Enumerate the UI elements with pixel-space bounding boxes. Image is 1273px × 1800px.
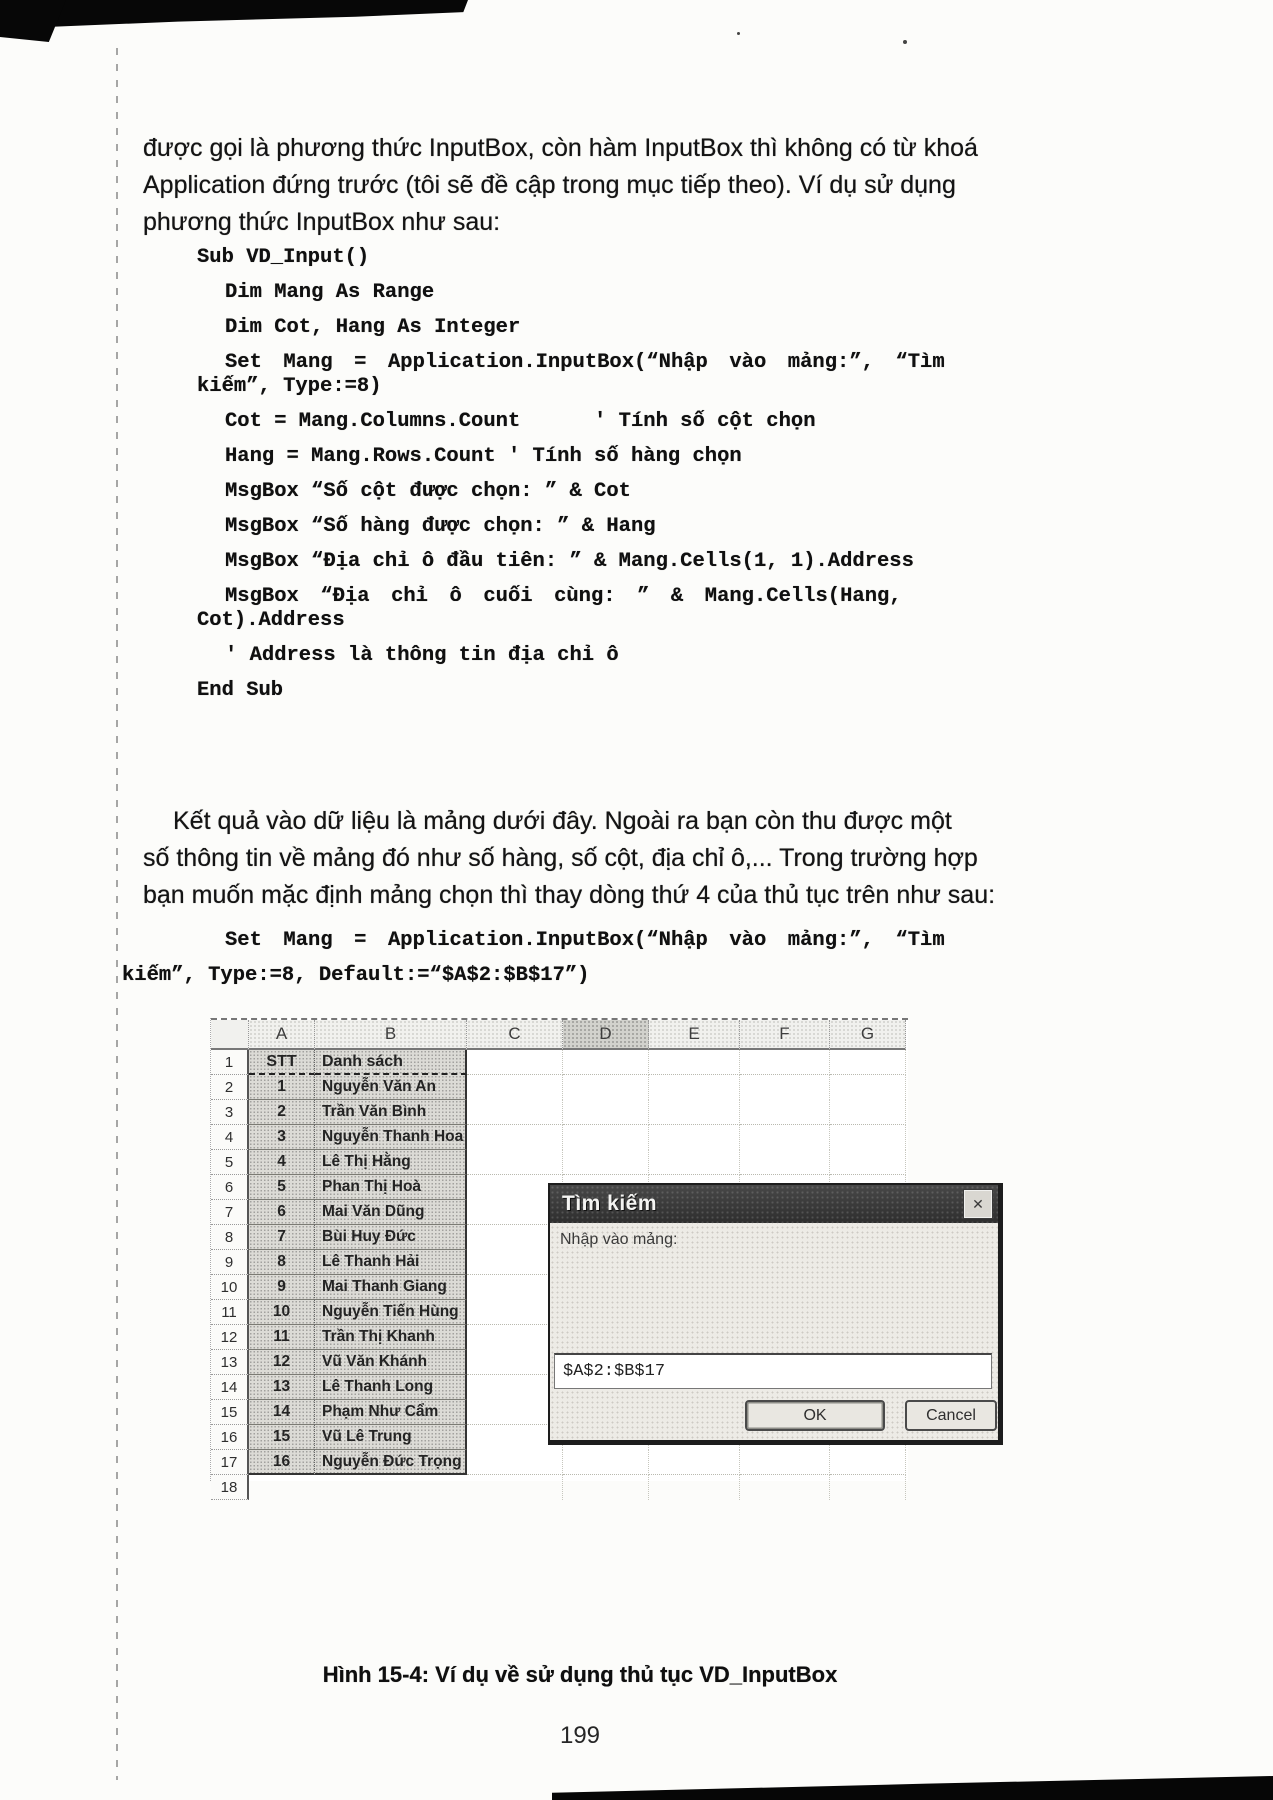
cell-name: Lê Thanh Long — [315, 1375, 467, 1400]
sheet-row — [211, 1050, 908, 1075]
range-input: $A$2:$B$17 — [554, 1353, 992, 1389]
row-header: 17 — [211, 1450, 249, 1475]
cell-name: Nguyễn Thanh Hoa — [315, 1125, 467, 1150]
empty-cell — [249, 1475, 315, 1500]
cell-stt: 12 — [249, 1350, 315, 1375]
empty-cell — [563, 1050, 649, 1075]
column-header-f: F — [740, 1020, 830, 1050]
empty-cell — [563, 1125, 649, 1150]
empty-cell — [740, 1450, 830, 1475]
code-block-default — [122, 928, 1027, 998]
empty-cell — [649, 1100, 740, 1125]
cell-name: Trần Văn Bình — [315, 1100, 467, 1125]
cell-stt: 11 — [249, 1325, 315, 1350]
empty-cell — [563, 1150, 649, 1175]
paragraph-line: Kết quả vào dữ liệu là mảng dưới đây. Ngoài ra bạn còn thu được một — [173, 807, 952, 835]
empty-cell — [315, 1475, 467, 1500]
code-line: Cot = Mang.Columns.Count ' Tính số cột chọn — [225, 410, 816, 433]
empty-cell — [467, 1100, 563, 1125]
empty-cell — [649, 1075, 740, 1100]
column-header-g: G — [830, 1020, 906, 1050]
empty-cell — [830, 1075, 906, 1100]
scan-artifact-top — [0, 0, 468, 27]
cell-stt: 13 — [249, 1375, 315, 1400]
cell-name: Vũ Văn Khánh — [315, 1350, 467, 1375]
empty-cell — [740, 1150, 830, 1175]
cell-stt: 6 — [249, 1200, 315, 1225]
code-line: MsgBox “Số cột được chọn: ” & Cot — [225, 480, 631, 503]
cancel-button: Cancel — [905, 1400, 997, 1431]
empty-cell — [740, 1475, 830, 1500]
cell-name: Nguyễn Văn An — [315, 1075, 467, 1100]
row-header: 7 — [211, 1200, 249, 1225]
sheet-row — [211, 1125, 908, 1150]
row-header: 1 — [211, 1050, 249, 1075]
scan-artifact-bottom — [552, 1776, 1273, 1800]
cell-stt: 5 — [249, 1175, 315, 1200]
inputbox-dialog — [548, 1183, 1003, 1445]
cell-name: Nguyễn Tiến Hùng — [315, 1300, 467, 1325]
scan-artifact-top-corner — [0, 0, 66, 42]
empty-cell — [467, 1150, 563, 1175]
page-number: 199 — [559, 1722, 601, 1749]
ok-button: OK — [745, 1400, 885, 1431]
column-header-c: C — [467, 1020, 563, 1050]
empty-cell — [740, 1075, 830, 1100]
cell-stt: 3 — [249, 1125, 315, 1150]
dialog-title: Tìm kiếm — [562, 1192, 658, 1215]
scan-speck — [737, 32, 740, 35]
row-header: 11 — [211, 1300, 249, 1325]
cell-stt: 7 — [249, 1225, 315, 1250]
empty-cell — [830, 1050, 906, 1075]
cell-name: Phạm Như Cẩm — [315, 1400, 467, 1425]
code-line: ' Address là thông tin địa chỉ ô — [225, 644, 619, 667]
empty-cell — [649, 1475, 740, 1500]
paragraph-line: được gọi là phương thức InputBox, còn hàm InputBox thì không có từ khoá — [143, 134, 978, 162]
dialog-titlebar — [550, 1185, 998, 1223]
scan-speck — [903, 40, 907, 44]
column-header-row — [211, 1018, 908, 1050]
empty-cell — [830, 1150, 906, 1175]
cell-name: Phan Thị Hoà — [315, 1175, 467, 1200]
cell-name: Lê Thị Hằng — [315, 1150, 467, 1175]
cell-stt: 15 — [249, 1425, 315, 1450]
cell-stt: STT — [249, 1050, 315, 1075]
empty-cell — [649, 1125, 740, 1150]
cell-name: Lê Thanh Hải — [315, 1250, 467, 1275]
row-header: 15 — [211, 1400, 249, 1425]
column-header-e: E — [649, 1020, 740, 1050]
empty-cell — [467, 1125, 563, 1150]
code-block-vd-input — [143, 245, 1048, 713]
paragraph-result — [143, 803, 1017, 914]
row-header: 3 — [211, 1100, 249, 1125]
empty-cell — [830, 1475, 906, 1500]
empty-cell — [563, 1100, 649, 1125]
row-header: 8 — [211, 1225, 249, 1250]
scan-margin-line — [116, 48, 118, 1780]
sheet-row — [211, 1150, 908, 1175]
code-line: Set Mang = Application.InputBox(“Nhập vào mảng:”, “Tìm — [225, 929, 945, 952]
row-header: 13 — [211, 1350, 249, 1375]
code-line: Set Mang = Application.InputBox(“Nhập vào mảng:”, “Tìm — [225, 351, 945, 374]
cell-name: Mai Văn Dũng — [315, 1200, 467, 1225]
column-header-a: A — [249, 1020, 315, 1050]
code-line: Dim Mang As Range — [225, 281, 435, 304]
row-header: 10 — [211, 1275, 249, 1300]
code-line: MsgBox “Số hàng được chọn: ” & Hang — [225, 515, 656, 538]
row-header: 16 — [211, 1425, 249, 1450]
empty-cell — [563, 1475, 649, 1500]
cell-stt: 1 — [249, 1075, 315, 1100]
empty-cell — [740, 1050, 830, 1075]
paragraph-intro — [143, 130, 1017, 241]
empty-cell — [830, 1100, 906, 1125]
cell-stt: 9 — [249, 1275, 315, 1300]
cell-name: Nguyễn Đức Trọng — [315, 1450, 467, 1475]
row-header: 6 — [211, 1175, 249, 1200]
empty-cell — [467, 1050, 563, 1075]
prompt-label: Nhập vào mảng: — [560, 1231, 678, 1248]
code-line: Hang = Mang.Rows.Count ' Tính số hàng chọn — [225, 445, 742, 468]
sheet-row — [211, 1075, 908, 1100]
sheet-row — [211, 1100, 908, 1125]
row-header: 9 — [211, 1250, 249, 1275]
select-all-corner — [211, 1020, 249, 1050]
empty-cell — [467, 1475, 563, 1500]
code-line: kiếm”, Type:=8) — [197, 375, 382, 398]
dialog-body — [550, 1223, 998, 1445]
paragraph-line: bạn muốn mặc định mảng chọn thì thay dòng thứ 4 của thủ tục trên như sau: — [143, 881, 996, 909]
empty-cell — [649, 1150, 740, 1175]
code-line: Dim Cot, Hang As Integer — [225, 316, 521, 339]
row-header: 4 — [211, 1125, 249, 1150]
empty-cell — [649, 1450, 740, 1475]
cell-stt: 16 — [249, 1450, 315, 1475]
paragraph-line: Application đứng trước (tôi sẽ đề cập trong mục tiếp theo). Ví dụ sử dụng — [143, 171, 956, 199]
row-header: 2 — [211, 1075, 249, 1100]
row-header: 5 — [211, 1150, 249, 1175]
empty-cell — [830, 1450, 906, 1475]
cell-name: Mai Thanh Giang — [315, 1275, 467, 1300]
empty-cell — [467, 1450, 563, 1475]
cell-stt: 8 — [249, 1250, 315, 1275]
empty-cell — [563, 1450, 649, 1475]
cell-stt: 10 — [249, 1300, 315, 1325]
code-line: End Sub — [197, 679, 284, 702]
code-line: Cot).Address — [197, 609, 345, 632]
cell-name: Trần Thị Khanh — [315, 1325, 467, 1350]
cell-name: Vũ Lê Trung — [315, 1425, 467, 1450]
code-line: MsgBox “Địa chỉ ô cuối cùng: ” & Mang.Cells(Hang, — [225, 585, 902, 608]
cell-stt: 4 — [249, 1150, 315, 1175]
paragraph-line: số thông tin về mảng đó như số hàng, số cột, địa chỉ ô,... Trong trường hợp — [143, 844, 978, 872]
close-icon: ✕ — [964, 1190, 992, 1218]
empty-cell — [740, 1100, 830, 1125]
cell-stt: 2 — [249, 1100, 315, 1125]
empty-cell — [649, 1050, 740, 1075]
sheet-row — [211, 1450, 908, 1475]
empty-cell — [830, 1125, 906, 1150]
column-header-d: D — [563, 1020, 649, 1050]
cell-stt: 14 — [249, 1400, 315, 1425]
row-header: 14 — [211, 1375, 249, 1400]
code-line: kiếm”, Type:=8, Default:=“$A$2:$B$17”) — [122, 964, 590, 987]
empty-cell — [563, 1075, 649, 1100]
paragraph-line: phương thức InputBox như sau: — [143, 208, 501, 236]
sheet-row — [211, 1475, 908, 1500]
figure-caption: Hình 15-4: Ví dụ về sử dụng thủ tục VD_InputBox — [322, 1662, 838, 1687]
row-header: 18 — [211, 1475, 249, 1500]
cell-name: Danh sách — [315, 1050, 467, 1075]
code-line: Sub VD_Input() — [197, 246, 370, 269]
empty-cell — [740, 1125, 830, 1150]
empty-cell — [467, 1075, 563, 1100]
cell-name: Bùi Huy Đức — [315, 1225, 467, 1250]
code-line: MsgBox “Địa chỉ ô đầu tiên: ” & Mang.Cells(1, 1).Address — [225, 550, 914, 573]
row-header: 12 — [211, 1325, 249, 1350]
column-header-b: B — [315, 1020, 467, 1050]
